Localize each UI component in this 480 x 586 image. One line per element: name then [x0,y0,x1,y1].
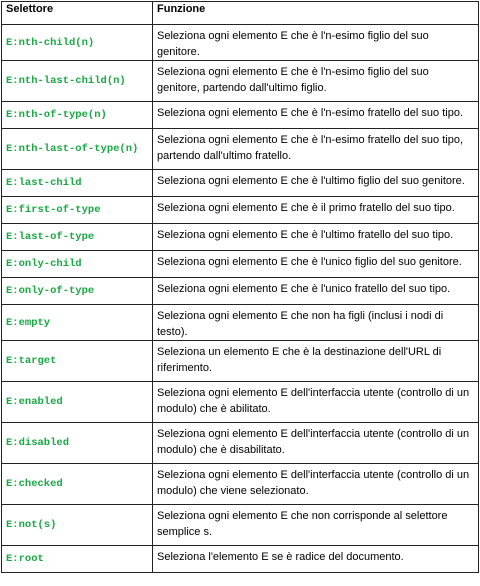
selector-cell: E:only-of-type [2,278,153,305]
header-function: Funzione [153,2,479,25]
selector-cell: E:not(s) [2,505,153,546]
description-cell: Seleziona ogni elemento E che non corrisponde al selettore semplice s. [153,505,479,546]
table-row [2,382,479,423]
description-cell: Seleziona ogni elemento E che non ha figli (inclusi i nodi di testo). [153,305,479,341]
description-cell: Seleziona ogni elemento E dell'interfaccia utente (controllo di un modulo) che è abilitato. [153,382,479,423]
table-row [2,305,479,341]
table-row [2,423,479,464]
selector-cell: E:last-of-type [2,224,153,251]
description-cell: Seleziona ogni elemento E che è l'n-esimo figlio del suo genitore, partendo dall'ultimo figlio. [153,61,479,102]
table-row [2,251,479,278]
table-row [2,102,479,129]
table-row [2,224,479,251]
description-cell: Seleziona ogni elemento E che è l'n-esimo fratello del suo tipo, partendo dall'ultimo fratello. [153,129,479,170]
table-row [2,129,479,170]
selector-cell: E:nth-child(n) [2,25,153,61]
table-row [2,197,479,224]
description-cell: Seleziona ogni elemento E che è l'unico figlio del suo genitore. [153,251,479,278]
description-cell: Seleziona ogni elemento E che è l'ultimo figlio del suo genitore. [153,170,479,197]
selector-cell: E:nth-last-child(n) [2,61,153,102]
table-row [2,278,479,305]
table-row [2,505,479,546]
description-cell: Seleziona ogni elemento E che è il primo fratello del suo tipo. [153,197,479,224]
selector-cell: E:disabled [2,423,153,464]
selector-cell: E:checked [2,464,153,505]
description-cell: Seleziona ogni elemento E che è l'n-esimo fratello del suo tipo. [153,102,479,129]
description-cell: Seleziona ogni elemento E che è l'n-esimo figlio del suo genitore. [153,25,479,61]
table-row [2,464,479,505]
table-row [2,341,479,382]
table-header-row [2,2,479,25]
selector-cell: E:root [2,546,153,573]
selector-cell: E:first-of-type [2,197,153,224]
description-cell: Seleziona ogni elemento E che è l'ultimo fratello del suo tipo. [153,224,479,251]
header-selector: Selettore [2,2,153,25]
selector-cell: E:nth-of-type(n) [2,102,153,129]
description-cell: Seleziona ogni elemento E dell'interfaccia utente (controllo di un modulo) che è disabilitato. [153,423,479,464]
selector-table [1,1,479,573]
table-row [2,61,479,102]
selector-cell: E:target [2,341,153,382]
description-cell: Seleziona ogni elemento E dell'interfaccia utente (controllo di un modulo) che viene selezionato. [153,464,479,505]
selector-cell: E:nth-last-of-type(n) [2,129,153,170]
table-row [2,25,479,61]
selector-cell: E:empty [2,305,153,341]
selector-cell: E:last-child [2,170,153,197]
table-row [2,546,479,573]
description-cell: Seleziona l'elemento E se è radice del documento. [153,546,479,573]
description-cell: Seleziona un elemento E che è la destinazione dell'URL di riferimento. [153,341,479,382]
description-cell: Seleziona ogni elemento E che è l'unico fratello del suo tipo. [153,278,479,305]
selector-cell: E:enabled [2,382,153,423]
selector-cell: E:only-child [2,251,153,278]
table-row [2,170,479,197]
